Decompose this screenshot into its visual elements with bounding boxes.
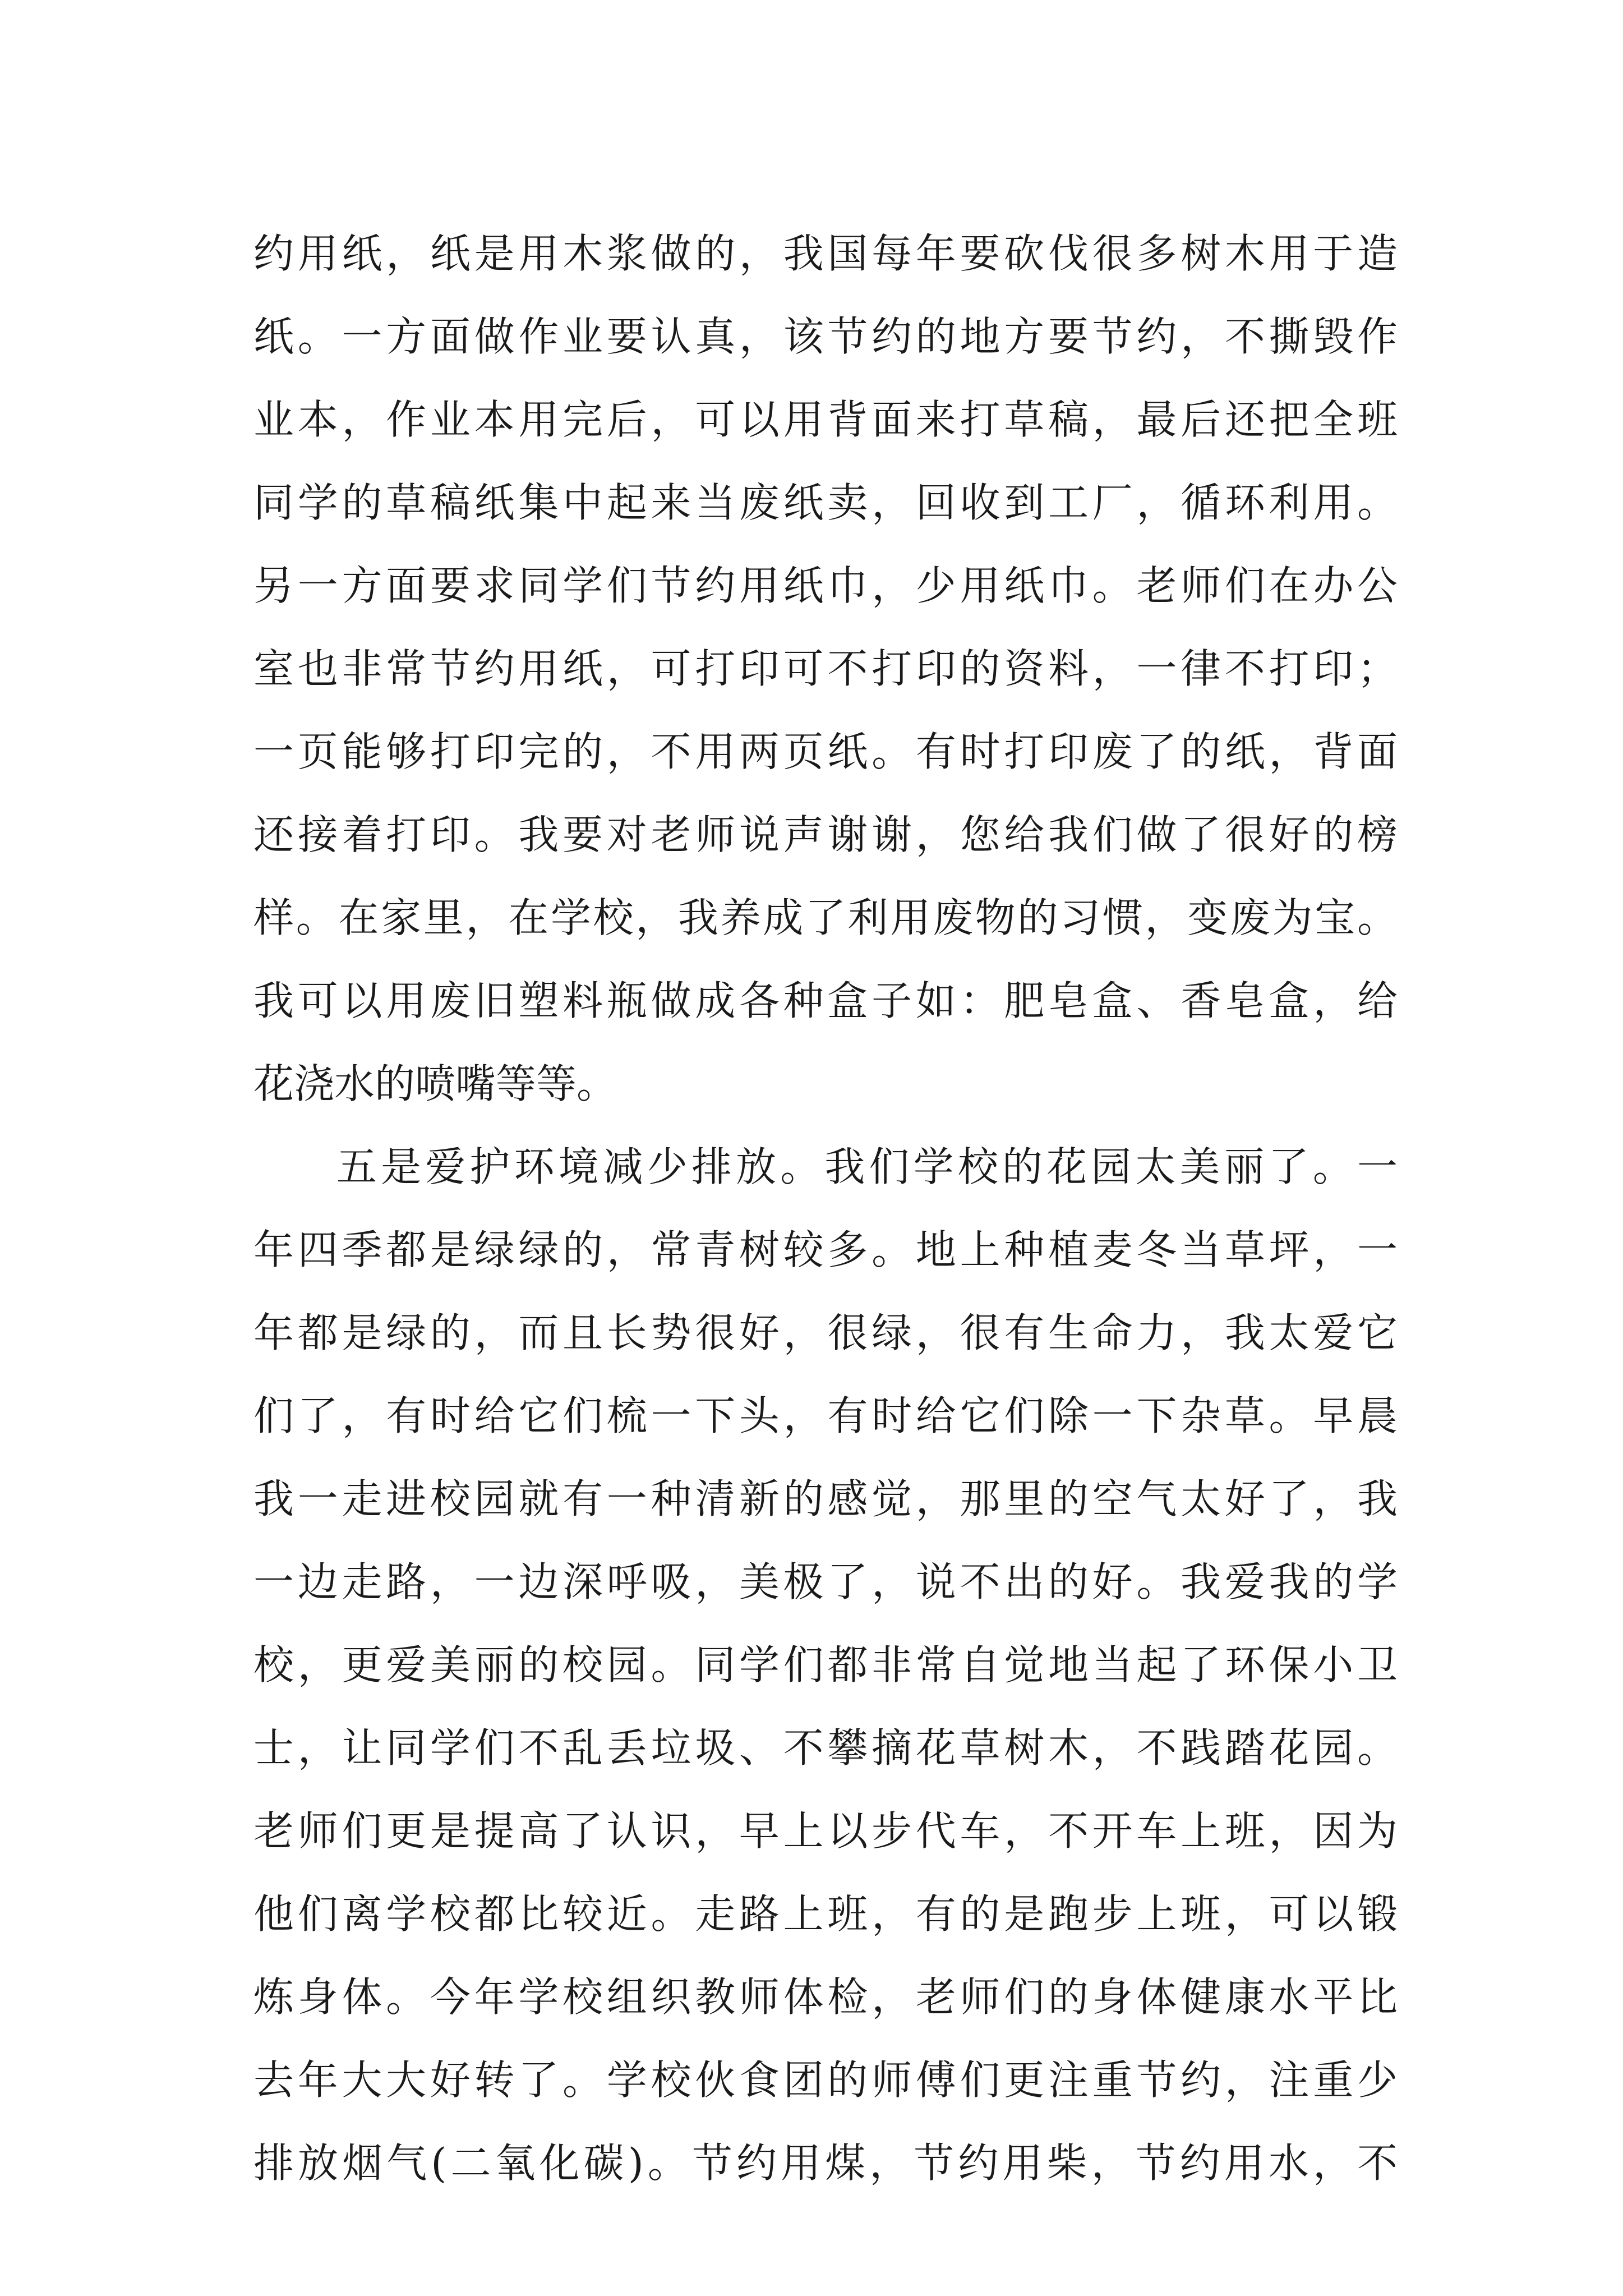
text-line-6: 室也非常节约用纸，可打印可不打印的资料，一律不打印； <box>253 645 1398 692</box>
text-line-1: 约用纸，纸是用木浆做的，我国每年要砍伐很多树木用于造 <box>253 230 1398 277</box>
text-line-5: 另一方面要求同学们节约用纸巾，少用纸巾。老师们在办公 <box>253 562 1398 609</box>
text-line-23: 去年大大好转了。学校伙食团的师傅们更注重节约，注重少 <box>253 2056 1398 2104</box>
text-line-3: 业本，作业本用完后，可以用背面来打草稿，最后还把全班 <box>253 396 1398 443</box>
text-line-8: 还接着打印。我要对老师说声谢谢，您给我们做了很好的榜 <box>253 811 1398 858</box>
text-line-14: 年都是绿的，而且长势很好，很绿，很有生命力，我太爱它 <box>253 1309 1398 1356</box>
text-line-20: 老师们更是提高了认识，早上以步代车，不开车上班，因为 <box>253 1807 1398 1855</box>
text-line-22: 炼身体。今年学校组织教师体检，老师们的身体健康水平比 <box>253 1973 1398 2021</box>
text-line-13: 年四季都是绿绿的，常青树较多。地上种植麦冬当草坪，一 <box>253 1226 1398 1273</box>
text-line-18: 校，更爱美丽的校园。同学们都非常自觉地当起了环保小卫 <box>253 1641 1398 1688</box>
text-line-16: 我一走进校园就有一种清新的感觉，那里的空气太好了，我 <box>253 1475 1398 1522</box>
text-line-15: 们了，有时给它们梳一下头，有时给它们除一下杂草。早晨 <box>253 1392 1398 1439</box>
text-line-24: 排放烟气(二氧化碳)。节约用煤，节约用柴，节约用水，不 <box>253 2139 1398 2187</box>
text-line-19: 士，让同学们不乱丢垃圾、不攀摘花草树木，不践踏花园。 <box>253 1724 1398 1772</box>
paragraph-start-line: 五是爱护环境减少排放。我们学校的花园太美丽了。一 <box>336 1143 1398 1190</box>
text-line-11: 花浇水的喷嘴等等。 <box>253 1060 617 1107</box>
text-line-2: 纸。一方面做作业要认真，该节约的地方要节约，不撕毁作 <box>253 313 1398 360</box>
text-line-7: 一页能够打印完的，不用两页纸。有时打印废了的纸，背面 <box>253 728 1398 775</box>
text-line-10: 我可以用废旧塑料瓶做成各种盒子如：肥皂盒、香皂盒，给 <box>253 977 1398 1024</box>
text-line-9: 样。在家里，在学校，我养成了利用废物的习惯，变废为宝。 <box>253 894 1398 941</box>
body-text <box>253 212 1398 2205</box>
text-line-17: 一边走路，一边深呼吸，美极了，说不出的好。我爱我的学 <box>253 1558 1398 1605</box>
text-line-21: 他们离学校都比较近。走路上班，有的是跑步上班，可以锻 <box>253 1890 1398 1938</box>
text-line-4: 同学的草稿纸集中起来当废纸卖，回收到工厂，循环利用。 <box>253 479 1398 526</box>
